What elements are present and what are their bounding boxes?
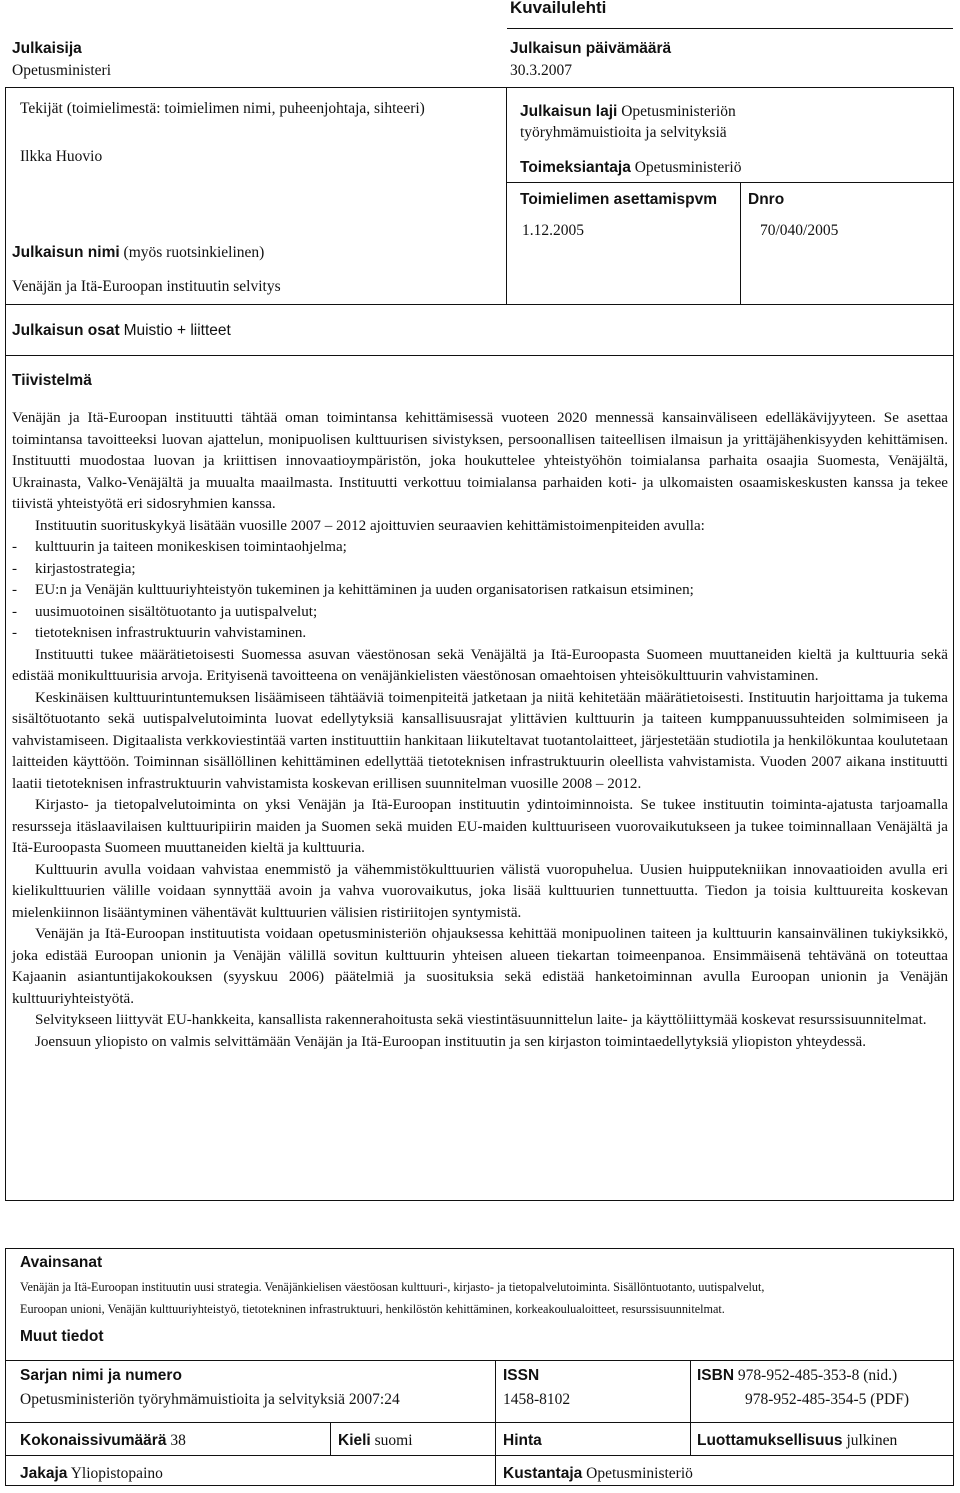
summary-paragraph: Instituutti tukee määrätietoisesti Suomessa asuvan väestönosan sekä Venäjältä ja Itä-Euroopasta Suomeen muuttaneiden kieltä ja kulttuuria sekä edistää monikulttuurisia arvoja. Erityisenä tavoitteena on venäjänkielisten väestönosan omaehtoisen yhteisökulttuurin vahvistaminen. [12,646,948,684]
pub-type-value2: työryhmämuistioita ja selvityksiä [520,124,727,141]
language-label: Kieli [338,1432,371,1449]
summary-label: Tiivistelmä [12,372,92,389]
publisher-value: Opetusministeri [12,62,112,79]
established-value: 1.12.2005 [522,222,584,239]
pub-name-label: Julkaisun nimi [12,244,120,261]
distributor-value: Yliopistopaino [70,1465,163,1482]
keywords-frame-top [5,1248,954,1249]
language-divider [330,1422,331,1455]
parts-divider [5,304,954,305]
pub-parts-value: Muistio + liitteet [123,322,231,339]
summary-paragraph: Keskinäisen kulttuurintuntemuksen lisäämiseen tähtääviä toimenpiteitä jatketaan ja niitä kehitetään määrätietoisesti. Instituutin harjoittama ja tukema sisältötuotanto sekä uutispalvelutoiminta luovat edellytyksiä kansallisuusrajat ylittävien kulttuurin ja taiteen kumppanuussuhteiden solmimiseen ja vahvistamiseen. Digitaalista verkkoviestintää varten instituuttiin hankitaan liikuteltavat tuotantolaitteet, järjestetään studiotila ja henkilökuntaa koulutetaan laitteiden käyttöön. Toiminnan sisällöllinen kehittäminen edellyttää tietoteknisen infrastruktuurin oleellista vahvistamista. Vuoden 2007 aikana instituutti laatii tietoteknisen infrastruktuurin vahvistamista koskevan erillisen suunnitelman vuosille 2008 – 2012. [12,689,948,792]
column-divider [506,87,507,304]
issn-value: 1458-8102 [503,1391,571,1408]
language-value: suomi [374,1432,413,1449]
pub-parts-label: Julkaisun osat [12,322,120,339]
distributor [20,1465,163,1483]
pub-date-label: Julkaisun päivämäärä [510,40,672,57]
list-item: - uusimuotoinen sisältötuotanto ja uutispalvelut; [12,602,948,624]
isbn-value2: 978-952-485-354-5 (PDF) [745,1391,910,1408]
frame-bottom [5,1200,954,1201]
distributor-label: Jakaja [20,1465,68,1482]
publisher-house [503,1465,693,1483]
frame-top [5,87,954,88]
issn-label: ISSN [503,1367,540,1384]
publisher-house-value: Opetusministeriö [586,1465,693,1482]
summary-paragraph: Joensuun yliopisto on valmis selvittämään Venäjän ja Itä-Euroopan instituutin ja sen kirjaston toimintaedellytyksiä yliopiston yhteydessä. [35,1033,867,1050]
top-rule [507,28,953,29]
established-label: Toimielimen asettamispvm [520,191,717,208]
keywords-label: Avainsanat [20,1254,103,1271]
pages [20,1432,186,1450]
publisher-house-label: Kustantaja [503,1465,583,1482]
dnro-label: Dnro [748,191,785,208]
distributor-row-top [5,1455,954,1456]
isbn-row1 [697,1367,897,1385]
pub-name-label-suffix: (myös ruotsinkielinen) [123,244,265,261]
list-item: - kulttuurin ja taiteen monikeskisen toimintaohjelma; [12,537,948,559]
issn-divider [495,1360,496,1485]
summary-divider [5,355,954,356]
other-info-label: Muut tiedot [20,1328,104,1345]
series-value: Opetusministeriön työryhmämuistioita ja selvityksiä 2007:24 [20,1391,400,1408]
series-label: Sarjan nimi ja numero [20,1367,182,1384]
measures-list [12,537,948,645]
keywords-line2: Euroopan unioni, Venäjän kulttuuriyhteistyö, tietotekninen infrastruktuuri, henkilöstön kehittäminen, korkeakoulualoitteet, resurssisuunnitelmat. [20,1302,725,1316]
summary-paragraph: Venäjän ja Itä-Euroopan instituutista voidaan opetusministeriön ohjauksessa kehittää monipuolinen taiteen ja kulttuurin kansainvälinen tukiyksikkö, joka edistää Euroopan unionin ja Venäjän välillä sovitun kulttuurin yhteisen alueen tiekartan toimeenpanoa. Ensimmäisenä tehtävänä on toteuttaa Kajaanin asiantuntijakokouksen (syyskuu 2006) päätelmiä ja suosituksia sekä edistää hanketoiminnan avulla Euroopan unionin ja Venäjän kulttuuriyhteistyötä. [12,926,948,1007]
list-item: - tietoteknisen infrastruktuurin vahvistaminen. [12,623,948,645]
keywords-frame-bottom [5,1485,954,1486]
pub-type-value1: Opetusministeriön [621,103,736,120]
frame-right [953,87,954,1200]
pages-value: 38 [170,1432,186,1449]
confidentiality-label: Luottamuksellisuus [697,1432,843,1449]
confidentiality-value: julkinen [846,1432,898,1449]
pages-label: Kokonaissivumäärä [20,1432,167,1449]
summary-paragraph: Instituutin suorituskykyä lisätään vuosille 2007 – 2012 ajoittuvien seuraavien kehittämistoimenpiteiden avulla: [35,517,705,534]
summary-paragraph: Kulttuurin avulla voidaan vahvistaa enemmistö ja vähemmistökulttuurien välistä vuoropuhelua. Uusien huipputekniikan innovaatioiden avulla eri kielikulttuurien välille voidaan synnyttää avoin ja vahva vuorovaikutus, joka lisää kulttuurien tunnettuutta. Tiedon ja toisia kulttuureita koskevan mielenkiinnon lisääntyminen vähentävät kulttuurien välisien ristiriitojen syntymistä. [12,861,948,921]
isbn-label: ISBN [697,1367,735,1384]
document-type-title: Kuvailulehti [510,0,607,17]
list-item: - kirjastostrategia; [12,559,948,581]
pub-type-label: Julkaisun laji [520,103,618,120]
commissioner-value: Opetusministeriö [634,159,742,176]
keywords-frame-right [953,1248,954,1485]
summary-paragraph: Selvitykseen liittyvät EU-hankkeita, kansallista rakennerahoitusta sekä viestintäsuunnittelun laite- ja käyttöliittymää koskevat resurssisuunnitelmat. [35,1012,927,1028]
keywords-frame-left [5,1248,6,1485]
pub-name-label-row [12,244,264,262]
isbn-divider [690,1360,691,1455]
commissioner-label: Toimeksiantaja [520,159,631,176]
authors-label: Tekijät (toimielimestä: toimielimen nimi, puheenjohtaja, sihteeri) [20,100,425,117]
committee-rule [506,182,954,183]
list-item: - EU:n ja Venäjän kulttuuriyhteistyön tukeminen ja kehittäminen ja uuden organisatorisen ratkaisun etsiminen; [12,580,948,602]
pub-type-line1 [520,103,736,121]
pub-parts [12,322,231,340]
dnro-value: 70/040/2005 [760,222,839,239]
series-row-top [5,1360,954,1361]
pub-date-value: 30.3.2007 [510,62,572,79]
frame-left [5,87,6,1200]
isbn-value1: 978-952-485-353-8 (nid.) [737,1367,898,1384]
publisher-label: Julkaisija [12,40,82,57]
confidentiality [697,1432,897,1450]
dnro-divider [740,182,741,304]
summary-body [12,408,948,1053]
commissioner [520,159,742,177]
keywords-line1: Venäjän ja Itä-Euroopan instituutin uusi strategia. Venäjänkielisen väestöosan kulttuuri-, kirjasto- ja tietopalvelutoiminta. Sisällöntuotanto, uutispalvelut, [20,1280,765,1294]
language [338,1432,413,1450]
summary-paragraph: Venäjän ja Itä-Euroopan instituutti tähtää oman toimintansa kehittämisessä vuoteen 2020 mennessä kansainväliseen edelläkävijyyteen. Se asettaa toimintansa tavoitteeksi luovan ajattelun, monipuolisen kulttuurisen sivistyksen, persoonallisen taiteellisen ilmaisun ja yrittäjähenkisyyden kehittämisen. Instituutti muodostaa luovan ja kriittisen innovaatioympäristön, joka houkuttelee yhteistyöhön toimialansa parhaita osaajia Suomesta, Venäjältä, Ukrainasta, Valko-Venäjältä ja muualta maailmasta. Instituutti verkottuu toimialansa parhaiden koti- ja ulkomaisten osaamiskeskusten kanssa ja tekee tiivistä yhteistyötä eri sidosryhmien kanssa. [12,410,948,512]
pub-name-value: Venäjän ja Itä-Euroopan instituutin selvitys [12,278,281,295]
authors-value: Ilkka Huovio [20,148,103,165]
summary-paragraph: Kirjasto- ja tietopalvelutoiminta on yksi Venäjän ja Itä-Euroopan instituutin ydintoiminnoista. Se tukee instituutin toiminta-ajatusta tarjoamalla resursseja itäslaavilaisen kulttuuripiirin maiden ja Suomen sekä muiden EU-maiden kulttuuriseen vuorovaikutukseen ja tukee toiminnallaan Venäjältä ja Itä-Euroopasta Suomeen muuttaneiden kieltä ja kulttuuria. [12,797,948,856]
pages-row-top [5,1422,954,1423]
price-label: Hinta [503,1432,542,1449]
